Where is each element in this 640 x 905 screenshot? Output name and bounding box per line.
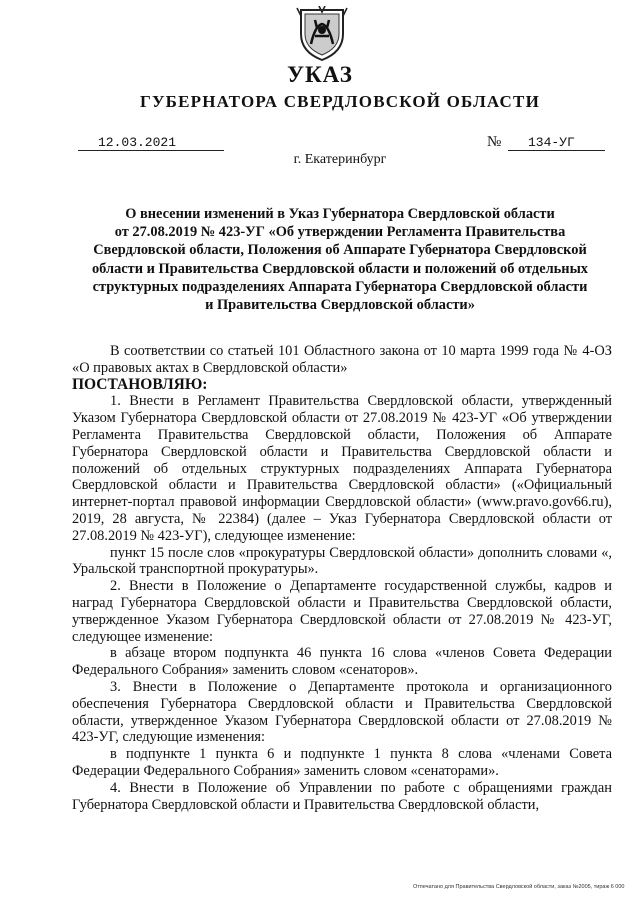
- item-1: 1. Внести в Регламент Правительства Свердловской области, утвержденный Указом Губернатора Свердловской области от 27.08.2019 № 423-УГ «Об утверждении Регламента Правительства Свердловской области, Положения об Аппарате Губернатора Свердловской области и Правительства Свердловской области и положений об отдельных структурных подразделениях Аппарата Губернатора Свердловской области и Правительства Свердловской области» («Официальный интернет-портал правовой информации Свердловской области» (www.pravo.gov66.ru), 2019, 28 августа, № 22384) (далее – Указ Губернатора Свердловской области от 27.08.2019 № 423-УГ), следующее изменение:: [72, 393, 612, 544]
- item-1-change: пункт 15 после слов «прокуратуры Свердловской области» дополнить словами «, Уральской транспортной прокуратуры».: [72, 544, 612, 578]
- document-body: [72, 343, 612, 813]
- title-line: Свердловской области, Положения об Аппарате Губернатора Свердловской: [93, 242, 587, 259]
- title-line: и Правительства Свердловской области»: [205, 297, 475, 314]
- item-3-change: в подпункте 1 пункта 6 и подпункте 1 пункта 8 слова «членами Совета Федерации Федерального Собрания» заменить словом «сенаторами».: [72, 746, 612, 779]
- item-4: 4. Внести в Положение об Управлении по работе с обращениями граждан Губернатора Свердловской области и Правительства Свердловской области,: [72, 779, 612, 813]
- document-type: УКАЗ: [287, 62, 353, 87]
- title-line: от 27.08.2019 № 423-УГ «Об утверждении Регламента Правительства: [114, 224, 566, 241]
- issue-city: г. Екатеринбург: [293, 152, 387, 167]
- issuer-title: ГУБЕРНАТОРА СВЕРДЛОВСКОЙ ОБЛАСТИ: [139, 92, 541, 111]
- item-3: 3. Внести в Положение о Департаменте протокола и организационного обеспечения Губернатора Свердловской области и Правительства Свердловской области, утвержденное Указом Губернатора Свердловской области от 27.08.2019 № 423-УГ, следующие изменения:: [72, 678, 612, 746]
- item-2: 2. Внести в Положение о Департаменте государственной службы, кадров и наград Губернатора Свердловской области и Правительства Свердловской области, утвержденное Указом Губернатора Свердловской области от 27.08.2019 № 423-УГ, следующее изменение:: [72, 578, 612, 645]
- title-line: структурных подразделениях Аппарата Губернатора Свердловской области: [92, 278, 588, 295]
- title-line: области и Правительства Свердловской области и положений об отдельных: [91, 260, 589, 277]
- postanovlyayu-heading: ПОСТАНОВЛЯЮ:: [72, 375, 208, 393]
- document-date: 12.03.2021: [78, 135, 224, 151]
- number-sign: №: [487, 134, 502, 150]
- document-title: [72, 205, 608, 314]
- document-number: 134-УГ: [508, 135, 605, 151]
- title-line: О внесении изменений в Указ Губернатора Свердловской области: [125, 206, 555, 222]
- print-note: Отпечатано для Правительства Свердловской области, заказ №2005, тираж 6 000: [413, 884, 625, 890]
- preamble: В соответствии со статьей 101 Областного закона от 10 марта 1999 года № 4-ОЗ «О правовых актах в Свердловской области»: [72, 343, 612, 376]
- coat-of-arms-icon: [293, 6, 351, 62]
- item-2-change: в абзаце втором подпункта 46 пункта 16 слова «членов Совета Федерации Федерального Собрания» заменить словом «сенаторов».: [72, 645, 612, 679]
